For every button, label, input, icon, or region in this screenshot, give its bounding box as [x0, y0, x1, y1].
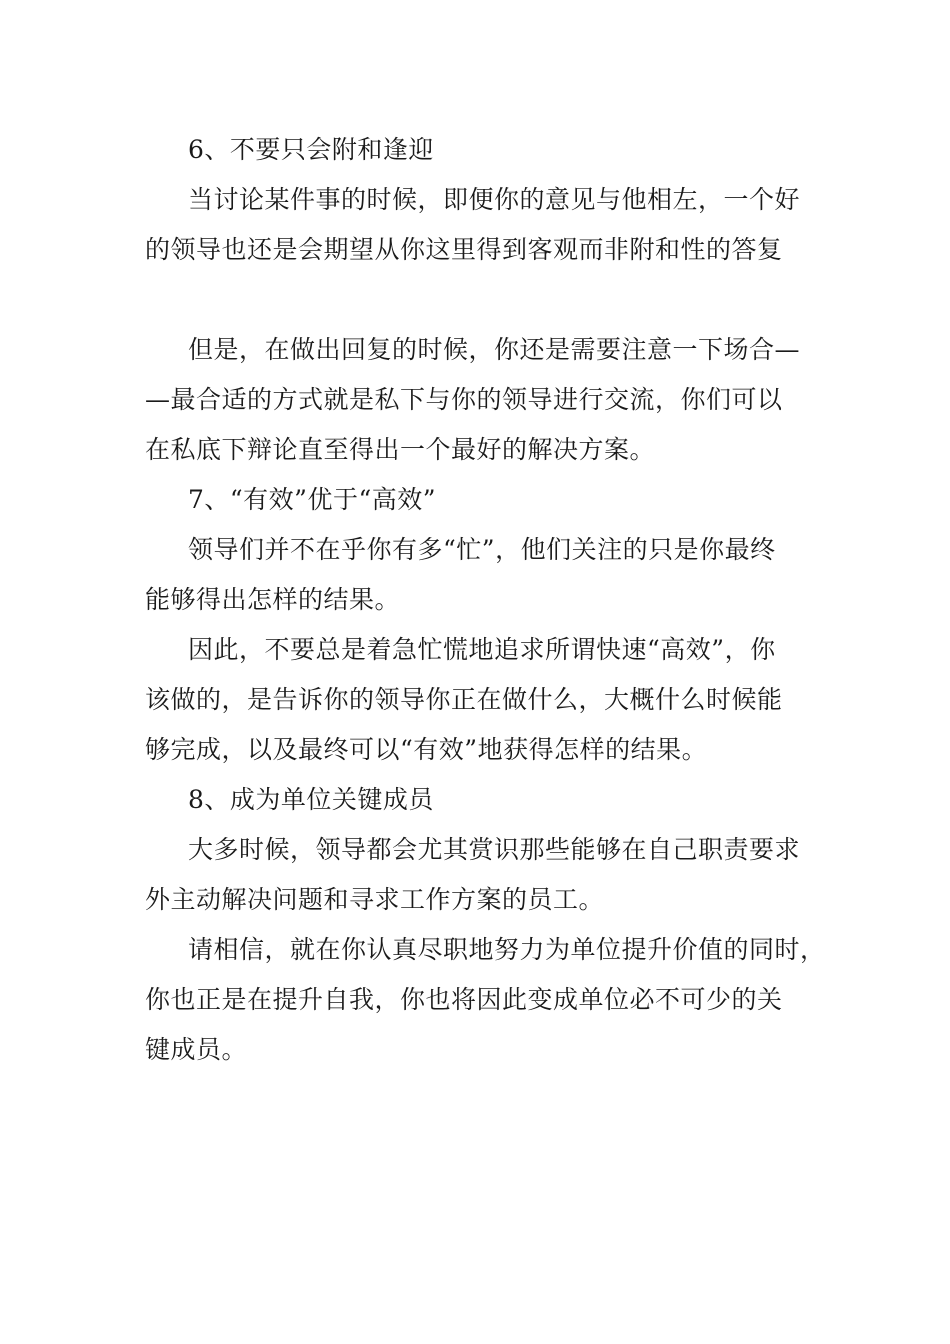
paragraph-line: 因此，不要总是着急忙慌地追求所谓快速“高效”，你: [188, 635, 776, 664]
paragraph-line: 够完成，以及最终可以“有效”地获得怎样的结果。: [145, 735, 708, 764]
heading-8: 8、成为单位关键成员: [188, 785, 434, 814]
paragraph-line: —最合适的方式就是私下与你的领导进行交流，你们可以: [145, 385, 783, 414]
paragraph-line: 的领导也还是会期望从你这里得到客观而非附和性的答复: [145, 235, 783, 264]
heading-6: 6、不要只会附和逢迎: [188, 135, 434, 164]
paragraph-line: 领导们并不在乎你有多“忙”，他们关注的只是你最终: [188, 535, 776, 564]
paragraph-line: 在私底下辩论直至得出一个最好的解决方案。: [145, 435, 656, 464]
paragraph-line: 请相信，就在你认真尽职地努力为单位提升价值的同时，: [188, 935, 826, 964]
paragraph-line: 该做的，是告诉你的领导你正在做什么，大概什么时候能: [145, 685, 783, 714]
paragraph-line: 你也正是在提升自我，你也将因此变成单位必不可少的关: [145, 985, 783, 1014]
paragraph-line: 能够得出怎样的结果。: [145, 585, 401, 614]
paragraph-line: 外主动解决问题和寻求工作方案的员工。: [145, 885, 605, 914]
paragraph-line: 但是，在做出回复的时候，你还是需要注意一下场合—: [188, 335, 801, 364]
paragraph-line: 键成员。: [145, 1035, 248, 1064]
paragraph-line: 当讨论某件事的时候，即便你的意见与他相左，一个好: [188, 185, 801, 214]
heading-7: 7、“有效”优于“高效”: [188, 485, 437, 514]
paragraph-line: 大多时候，领导都会尤其赏识那些能够在自己职责要求: [188, 835, 801, 864]
